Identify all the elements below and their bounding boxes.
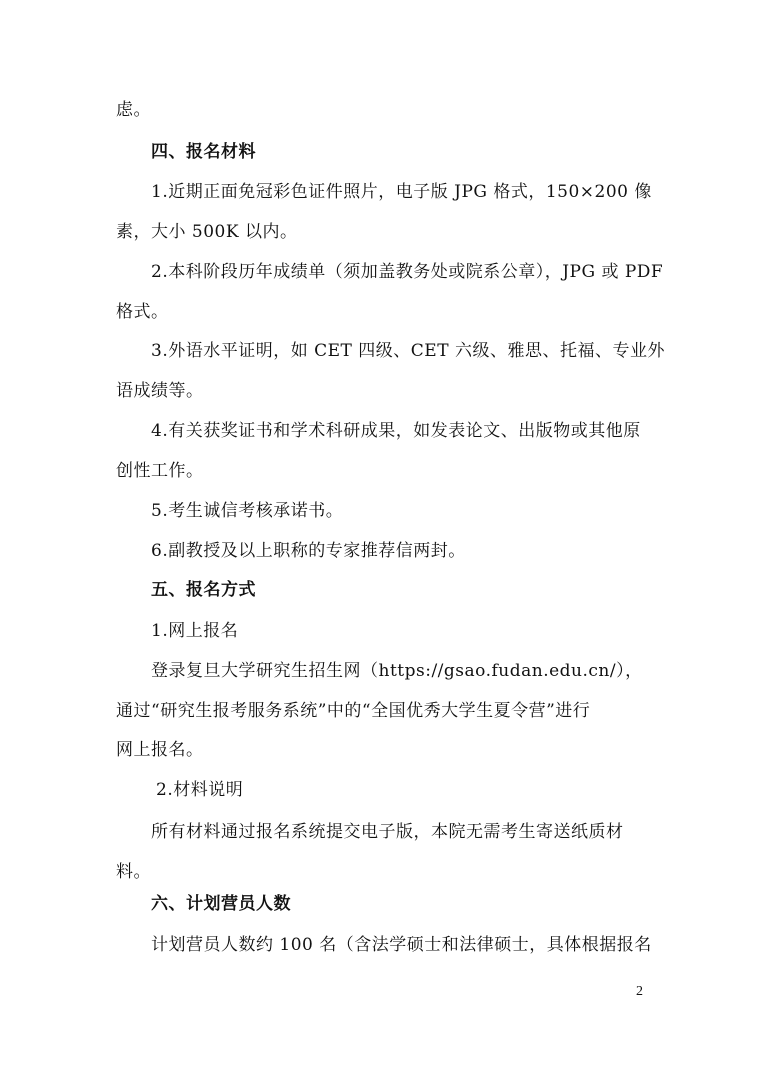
materials-note-line-2: 料。 bbox=[116, 862, 151, 882]
registration-paragraph-line-2: 通过“研究生报考服务系统”中的“全国优秀大学生夏令营”进行 bbox=[116, 701, 591, 721]
material-item-2-line-1: 2.本科阶段历年成绩单（须加盖教务处或院系公章），JPG 或 PDF bbox=[151, 262, 664, 282]
material-item-2-line-2: 格式。 bbox=[116, 302, 169, 322]
material-item-3-line-1: 3.外语水平证明，如 CET 四级、CET 六级、雅思、托福、专业外 bbox=[151, 341, 665, 361]
material-item-5: 5.考生诚信考核承诺书。 bbox=[151, 501, 344, 521]
material-item-1-line-2: 素，大小 500K 以内。 bbox=[116, 222, 298, 242]
materials-note-line-1: 所有材料通过报名系统提交电子版，本院无需考生寄送纸质材 bbox=[151, 822, 624, 842]
registration-paragraph-line-3: 网上报名。 bbox=[116, 740, 204, 760]
material-item-4-line-2: 创性工作。 bbox=[116, 461, 204, 481]
material-item-4-line-1: 4.有关获奖证书和学术科研成果，如发表论文、出版物或其他原 bbox=[151, 421, 641, 441]
text-line-continuation: 虑。 bbox=[116, 100, 151, 120]
page-number: 2 bbox=[636, 984, 643, 999]
section-heading-registration: 五、报名方式 bbox=[151, 580, 256, 600]
material-item-3-line-2: 语成绩等。 bbox=[116, 381, 204, 401]
material-item-6: 6.副教授及以上职称的专家推荐信两封。 bbox=[151, 541, 466, 561]
quota-paragraph-line-1: 计划营员人数约 100 名（含法学硕士和法律硕士，具体根据报名 bbox=[151, 935, 652, 955]
registration-subheading-online: 1.网上报名 bbox=[151, 621, 239, 641]
section-heading-materials: 四、报名材料 bbox=[151, 142, 256, 162]
registration-paragraph-line-1: 登录复旦大学研究生招生网（https://gsao.fudan.edu.cn/）， bbox=[151, 661, 643, 681]
section-heading-quota: 六、计划营员人数 bbox=[151, 894, 291, 914]
material-item-1-line-1: 1.近期正面免冠彩色证件照片，电子版 JPG 格式，150×200 像 bbox=[151, 182, 652, 202]
registration-subheading-materials: 2.材料说明 bbox=[156, 780, 244, 800]
